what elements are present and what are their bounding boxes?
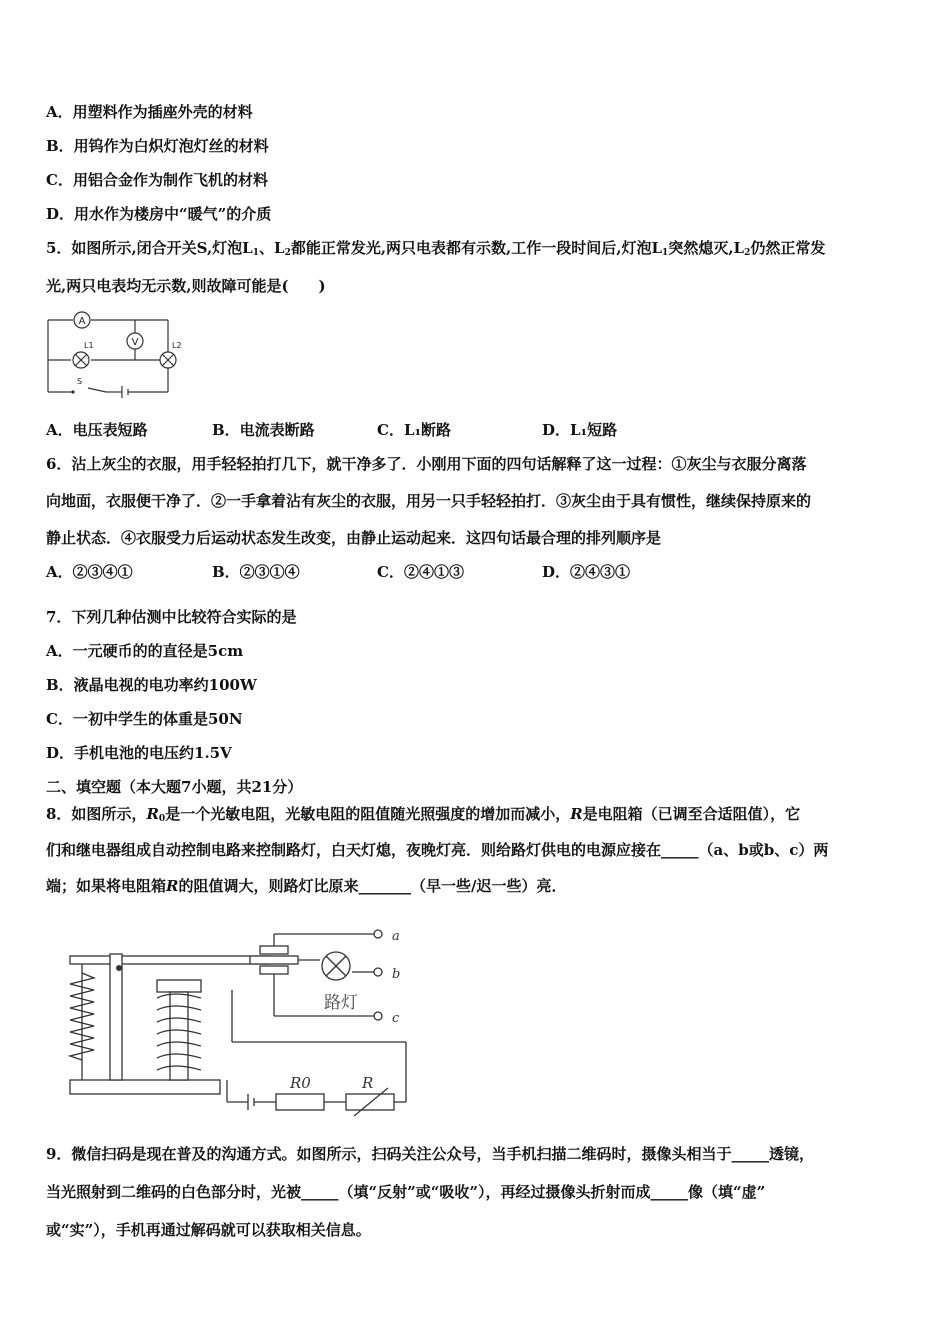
q7-option-a: A．一元硬币的的直径是5cm: [46, 642, 244, 660]
section-heading: 二、填空题（本大题7小题，共21分）: [46, 778, 303, 796]
terminal-c-label: c: [392, 1011, 400, 1026]
q5-circuit-figure: [40, 308, 190, 402]
q6-option-c: C．②④①③: [377, 563, 464, 581]
ammeter-label: A: [78, 316, 86, 327]
q6-option-b: B．②③①④: [212, 563, 300, 581]
q9-line2: 当光照射到二维码的白色部分时，光被_____（填“反射”或“吸收”），再经过摄像头折射而成_____像（填“虚”: [46, 1183, 766, 1201]
q8-line1: 8．如图所示，$R_0$是一个光敏电阻，光敏电阻的阻值随光照强度的增加而减小，R是电阻箱（已调至合适阻值），它: [46, 805, 801, 824]
q8-relay-circuit-figure: [62, 918, 412, 1118]
terminal-b-icon: [374, 968, 382, 976]
q5-option-b: B．电流表断路: [212, 421, 315, 439]
terminal-b-label: b: [392, 967, 401, 982]
q8-line3: 端；如果将电阻箱R的阻值调大，则路灯比原来_______（早一些/迟一些）亮．: [46, 877, 567, 895]
q6-stem-line3: 静止状态．④衣服受力后运动状态发生改变，由静止运动起来．这四句话最合理的排列顺序是: [46, 529, 662, 547]
lamp1-label: L1: [84, 341, 94, 350]
q7-option-b: B．液晶电视的电功率约100W: [46, 676, 257, 694]
q4-option-a: A．用塑料作为插座外壳的材料: [46, 103, 253, 121]
switch-icon: [71, 390, 74, 393]
q6-option-a: A．②③④①: [46, 563, 133, 581]
voltmeter-label: V: [131, 337, 139, 348]
q5-option-a: A．电压表短路: [46, 421, 148, 439]
q5-option-d: D．L₁短路: [542, 421, 618, 439]
q7-option-c: C．一初中学生的体重是50N: [46, 710, 243, 728]
terminal-a-icon: [374, 930, 382, 938]
q6-stem-line1: 6．沾上灰尘的衣服，用手轻轻拍打几下，就干净多了．小刚用下面的四句话解释了这一过程：①灰尘与衣服分离落: [46, 455, 807, 473]
q5-stem-line2: 光,两只电表均无示数,则故障可能是( ): [46, 277, 326, 295]
q5-option-c: C．L₁断路: [377, 421, 452, 439]
q6-options: [46, 562, 926, 582]
q6-stem-line2: 向地面，衣服便干净了．②一手拿着沾有灰尘的衣服，用另一只手轻轻拍打．③灰尘由于具有惯性，继续保持原来的: [46, 492, 812, 510]
q5-stem-line1: 5．如图所示,闭合开关S,灯泡$L_1$、$L_2$都能正常发光,两只电表都有示数,工作一段时间后,灯泡$L_1$突然熄灭$,L_2$仍然正常发: [46, 239, 826, 258]
q4-option-d: D．用水作为楼房中“暖气”的介质: [46, 205, 272, 223]
q4-option-b: B．用钨作为白炽灯泡灯丝的材料: [46, 137, 269, 155]
q9-line3: 或“实”），手机再通过解码就可以获取相关信息。: [46, 1221, 371, 1239]
lamp1-icon: [73, 352, 89, 368]
lamp2-label: L2: [172, 341, 182, 350]
lamp2-icon: [160, 352, 176, 368]
q5-options: [46, 420, 926, 440]
q6-option-d: D．②④③①: [542, 563, 631, 581]
terminal-a-label: a: [392, 929, 400, 944]
r0-label: R0: [290, 1074, 311, 1092]
q8-line2: 们和继电器组成自动控制电路来控制路灯，白天灯熄，夜晚灯亮．则给路灯供电的电源应接在_____（a、b或b、c）两: [46, 841, 829, 859]
street-lamp-label: 路灯: [324, 993, 358, 1013]
terminal-c-icon: [374, 1012, 382, 1020]
q4-option-c: C．用铝合金作为制作飞机的材料: [46, 171, 268, 189]
q7-stem: 7．下列几种估测中比较符合实际的是: [46, 608, 297, 626]
r-label: R: [362, 1074, 374, 1092]
street-lamp-icon: [322, 952, 350, 980]
switch-label: S: [77, 377, 83, 386]
q9-line1: 9．微信扫码是现在普及的沟通方式。如图所示，扫码关注公众号，当手机扫描二维码时，摄像头相当于_____透镜，: [46, 1145, 814, 1163]
q7-option-d: D．手机电池的电压约1.5V: [46, 744, 232, 762]
